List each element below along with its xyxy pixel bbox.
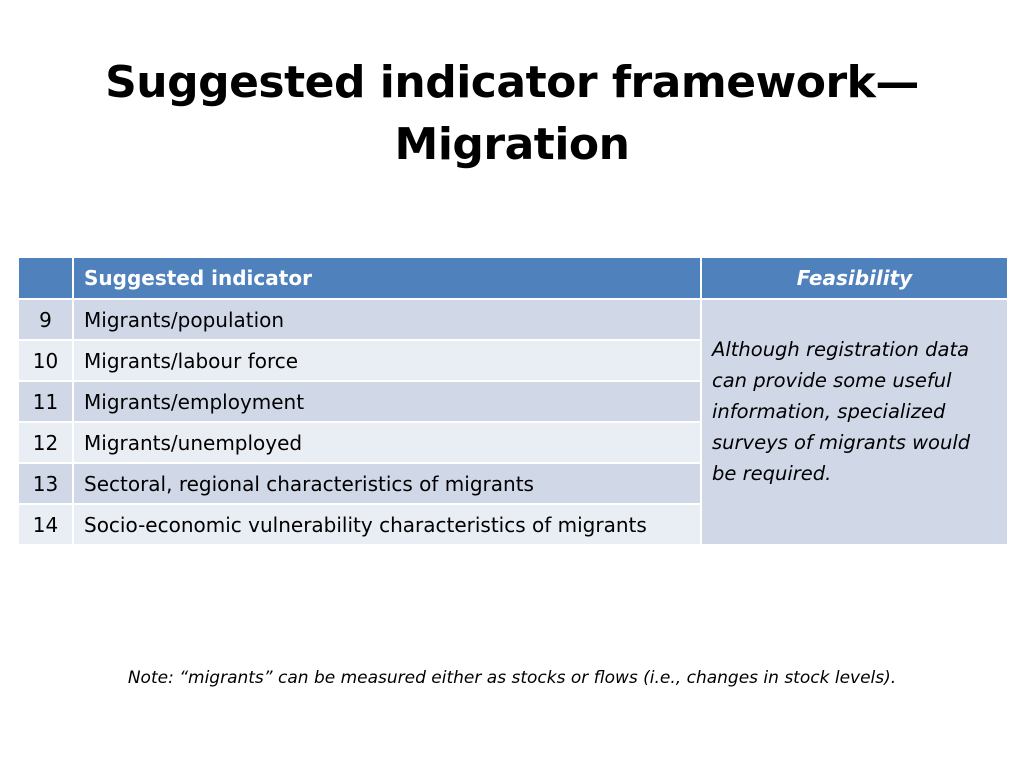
row-number: 9 [18, 299, 73, 340]
header-number [18, 257, 73, 299]
table-row [18, 299, 1008, 340]
row-indicator: Sectoral, regional characteristics of migrants [73, 463, 701, 504]
row-indicator: Socio-economic vulnerability characteristics of migrants [73, 504, 701, 545]
indicator-table [17, 256, 1009, 546]
row-number: 10 [18, 340, 73, 381]
header-suggested-indicator: Suggested indicator [73, 257, 701, 299]
row-indicator: Migrants/labour force [73, 340, 701, 381]
row-indicator: Migrants/population [73, 299, 701, 340]
table-header-row [18, 257, 1008, 299]
slide-title-line-2: Migration [394, 119, 630, 170]
feasibility-cell: Although registration data can provide some useful information, specialized surveys of migrants would be required. [701, 299, 1008, 545]
row-number: 13 [18, 463, 73, 504]
slide-title-line-1: Suggested indicator framework— [105, 57, 919, 108]
row-indicator: Migrants/employment [73, 381, 701, 422]
row-number: 12 [18, 422, 73, 463]
row-number: 11 [18, 381, 73, 422]
footnote: Note: “migrants” can be measured either as stocks or flows (i.e., changes in stock levels). [127, 668, 897, 688]
header-feasibility: Feasibility [701, 257, 1008, 299]
slide-title [0, 52, 1024, 176]
row-number: 14 [18, 504, 73, 545]
row-indicator: Migrants/unemployed [73, 422, 701, 463]
